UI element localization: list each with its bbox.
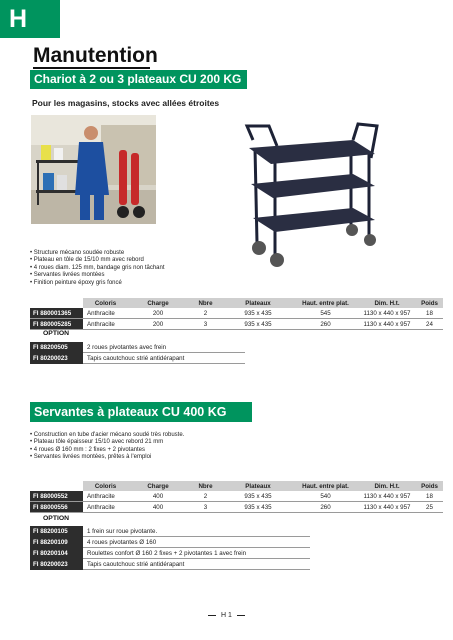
column-header: Poids [416, 298, 443, 308]
product-photo-warehouse [31, 115, 156, 224]
column-header: Poids [416, 481, 443, 491]
option-row [30, 537, 310, 548]
table-cell: 25 [416, 502, 443, 513]
table-cell: 260 [293, 502, 358, 513]
product-code: FI 88000552 [30, 491, 83, 502]
product2-features [30, 432, 184, 462]
option-desc: 2 roues pivotantes avec frein [83, 342, 245, 353]
column-header: Haut. entre plat. [293, 481, 358, 491]
option-row [30, 559, 310, 570]
product-photo-trolley [225, 118, 385, 268]
table-cell: 1130 x 440 x 957 [358, 319, 416, 330]
feature-item: • Plateau tôle épaisseur 15/10 avec rebord 21 mm [30, 439, 184, 446]
option-row [30, 353, 245, 364]
feature-item: • 4 roues Ø 160 mm : 2 fixes + 2 pivotantes [30, 447, 184, 454]
table-cell: 18 [416, 308, 443, 319]
table-cell: 3 [188, 319, 223, 330]
header-blank [30, 298, 83, 308]
table-cell: 935 x 435 [223, 491, 293, 502]
feature-item: • Servantes livrées montées, prêtes à l'emploi [30, 454, 184, 461]
table-cell: 3 [188, 502, 223, 513]
table-cell: 545 [293, 308, 358, 319]
product1-option-label: OPTION [43, 330, 70, 337]
table-cell: Anthracite [83, 502, 128, 513]
section-title: Manutention [33, 44, 158, 67]
product2-option-label: OPTION [43, 515, 70, 522]
feature-item: • Finition peinture époxy gris foncé [30, 280, 165, 287]
table-cell: 2 [188, 308, 223, 319]
table-cell: 1130 x 440 x 957 [358, 502, 416, 513]
column-header: Coloris [83, 481, 128, 491]
option-desc: 4 roues pivotantes Ø 160 [83, 537, 310, 548]
product-code: FI 880005285 [30, 319, 83, 330]
feature-item: • 4 roues diam. 125 mm, bandage gris non tâchant [30, 265, 165, 272]
product1-features [30, 250, 165, 287]
table-cell: Anthracite [83, 308, 128, 319]
page-footer [0, 612, 453, 619]
option-code: FI 80200104 [30, 548, 83, 559]
table-cell: 540 [293, 491, 358, 502]
title-underline [33, 67, 150, 69]
table-row [30, 308, 443, 319]
product2-title-bar: Servantes à plateaux CU 400 KG [30, 402, 252, 422]
table-row [30, 319, 443, 330]
table-cell: 935 x 435 [223, 308, 293, 319]
header-blank [30, 481, 83, 491]
table-cell: 24 [416, 319, 443, 330]
column-header: Dim. H.t. [358, 298, 416, 308]
option-code: FI 88200505 [30, 342, 83, 353]
column-header: Coloris [83, 298, 128, 308]
column-header: Charge [128, 481, 188, 491]
option-code: FI 80200023 [30, 559, 83, 570]
column-header: Dim. H.t. [358, 481, 416, 491]
option-row [30, 342, 245, 353]
product2-option-table [30, 526, 310, 570]
product2-spec-table [30, 481, 443, 513]
table-cell: 260 [293, 319, 358, 330]
table-cell: 400 [128, 502, 188, 513]
table-cell: 1130 x 440 x 957 [358, 308, 416, 319]
table-cell: 935 x 435 [223, 502, 293, 513]
feature-item: • Servantes livrées montées [30, 272, 165, 279]
page-number: H 1 [221, 612, 232, 619]
table-cell: 400 [128, 491, 188, 502]
column-header: Nbre [188, 298, 223, 308]
option-desc: Tapis caoutchouc strié antidérapant [83, 353, 245, 364]
column-header: Plateaux [223, 298, 293, 308]
table-cell: 2 [188, 491, 223, 502]
table-cell: 200 [128, 319, 188, 330]
product1-spec-table [30, 298, 443, 330]
option-code: FI 88200105 [30, 526, 83, 537]
table-cell: 935 x 435 [223, 319, 293, 330]
table-cell: 18 [416, 491, 443, 502]
product1-subtitle: Pour les magasins, stocks avec allées étroites [32, 98, 220, 108]
table-cell: 200 [128, 308, 188, 319]
column-header: Charge [128, 298, 188, 308]
feature-item: • Plateau en tôle de 15/10 mm avec rebord [30, 257, 165, 264]
product1-title-bar: Chariot à 2 ou 3 plateaux CU 200 KG [30, 70, 247, 89]
product-code: FI 880001365 [30, 308, 83, 319]
footer-dash-right [237, 615, 245, 616]
option-row [30, 526, 310, 537]
option-desc: 1 frein sur roue pivotante. [83, 526, 310, 537]
feature-item: • Structure mécano soudée robuste [30, 250, 165, 257]
table-cell: 1130 x 440 x 957 [358, 491, 416, 502]
product-code: FI 88000556 [30, 502, 83, 513]
option-desc: Tapis caoutchouc strié antidérapant [83, 559, 310, 570]
option-code: FI 88200109 [30, 537, 83, 548]
footer-dash-left [208, 615, 216, 616]
product1-option-table [30, 342, 245, 364]
table-cell: Anthracite [83, 491, 128, 502]
option-row [30, 548, 310, 559]
column-header: Haut. entre plat. [293, 298, 358, 308]
feature-item: • Construction en tube d'acier mécano soudé très robuste. [30, 432, 184, 439]
option-desc: Roulettes confort Ø 160 2 fixes + 2 pivotantes 1 avec frein [83, 548, 310, 559]
chapter-letter-tab: H [0, 0, 60, 38]
option-code: FI 80200023 [30, 353, 83, 364]
table-row [30, 502, 443, 513]
column-header: Nbre [188, 481, 223, 491]
table-cell: Anthracite [83, 319, 128, 330]
table-row [30, 491, 443, 502]
column-header: Plateaux [223, 481, 293, 491]
